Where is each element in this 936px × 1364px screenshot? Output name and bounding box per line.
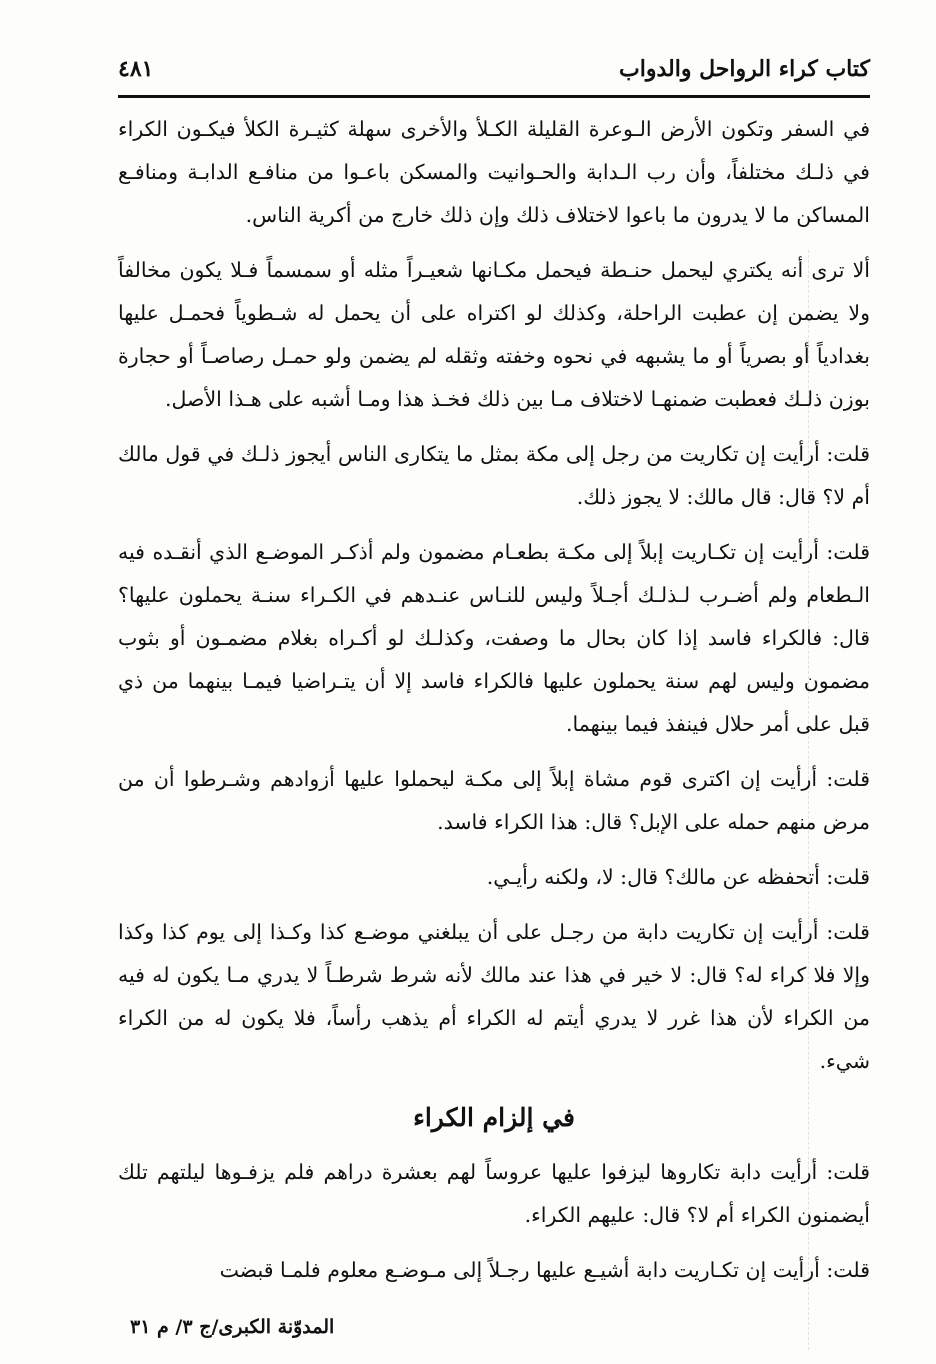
paragraph: ألا ترى أنه يكتري ليحمل حنـطة فيحمل مكـانها شعيـراً مثله أو سمسماً فـلا يكون مخالفاً ولا يضمن إن عطبت الراحلة، وكذلك لو اكتراه على أن يحمل له شـطوياً فحمـل عليها بغدادياً أو بصرياً أو ما يشبهه في نحوه وخفته وثقله لم يضمن ولو حمـل رصاصـاً أو حجارة بوزن ذلـك فعطبت ضمنهـا لاختلاف مـا بين ذلك فخـذ هذا ومـا أشبه على هـذا الأصل. bbox=[118, 258, 870, 411]
question-answer: قلت: أرأيت إن تكاريت من رجل إلى مكة بمثل ما يتكارى الناس أيجوز ذلـك في قول مالك أم لا؟ قال: قال مالك: لا يجوز ذلك. bbox=[118, 442, 870, 509]
running-title: كتاب كراء الرواحل والدواب bbox=[619, 56, 870, 82]
paragraph: في السفر وتكون الأرض الـوعرة القليلة الكـلأ والأخرى سهلة كثيـرة الكلأ فيكـون الكراء في ذلـك مختلفاً، وأن رب الـدابة والحـوانيت والمسكن باعـوا من منافـع الدابـة ومنافـع المساكن ما لا يدرون ما باعوا لاختلاف ذلك وإن ذلك خارج من أكرية الناس. bbox=[118, 117, 870, 227]
page-number: ٤٨١ bbox=[118, 56, 154, 82]
question-answer: قلت: أرأيت دابة تكاروها ليزفوا عليها عروساً لهم بعشرة دراهم فلم يزفـوها ليلتهم تلك أيضمنون الكراء أم لا؟ قال: عليهم الكراء. bbox=[118, 1160, 870, 1227]
question-answer: قلت: أرأيت إن تكـاريت إبلاً إلى مكـة بطعـام مضمون ولم أذكـر الموضـع الذي أنقـده فيه الـطعام ولم أضـرب لـذلـك أجـلاً وليس للنـاس عنـدهم في الكـراء سنـة يحملون عليها؟ قال: فالكراء فاسد إذا كان بحال ما وصفت، وكذلـك لو أكـراه بغلام مضمـون أو بثوب مضمون وليس لهم سنة يحملون عليها فالكراء فاسد إلا أن يتـراضيا فيمـا بينهما من ذي قبل على أمر حلال فينفذ فيما بينهما. bbox=[118, 540, 870, 736]
question-answer: قلت: أتحفظه عن مالك؟ قال: لا، ولكنه رأيـي. bbox=[486, 865, 870, 889]
question-answer: قلت: أرأيت إن تكاريت دابة من رجـل على أن يبلغني موضـع كذا وكـذا إلى يوم كذا وكذا وإلا فلا كراء له؟ قال: لا خير في هذا عند مالك لأنه شرط شرطـاً لا يدري مـا يكون له فيه من الكراء لأن هذا غرر لا يدري أيتم له الكراء أم يذهب رأساً، فلا يكون له من الكراء شيء. bbox=[118, 920, 870, 1073]
page-body bbox=[118, 108, 870, 1304]
question-answer: قلت: أرأيت إن اكترى قوم مشاة إبلاً إلى مكـة ليحملوا عليها أزوادهم وشـرطوا أن من مرض منهم حمله على الإبل؟ قال: هذا الكراء فاسد. bbox=[118, 767, 870, 834]
question-answer: قلت: أرأيت إن تكـاريت دابة أشيـع عليها رجـلاً إلى مـوضـع معلوم فلمـا قبضت bbox=[219, 1258, 870, 1282]
page-header bbox=[118, 56, 870, 90]
header-rule bbox=[118, 95, 870, 98]
footer-signature: المدوّنة الكبرى/ج ٣/ م ٣١ bbox=[130, 1316, 335, 1338]
section-heading: في إلزام الكراء bbox=[413, 1103, 575, 1132]
